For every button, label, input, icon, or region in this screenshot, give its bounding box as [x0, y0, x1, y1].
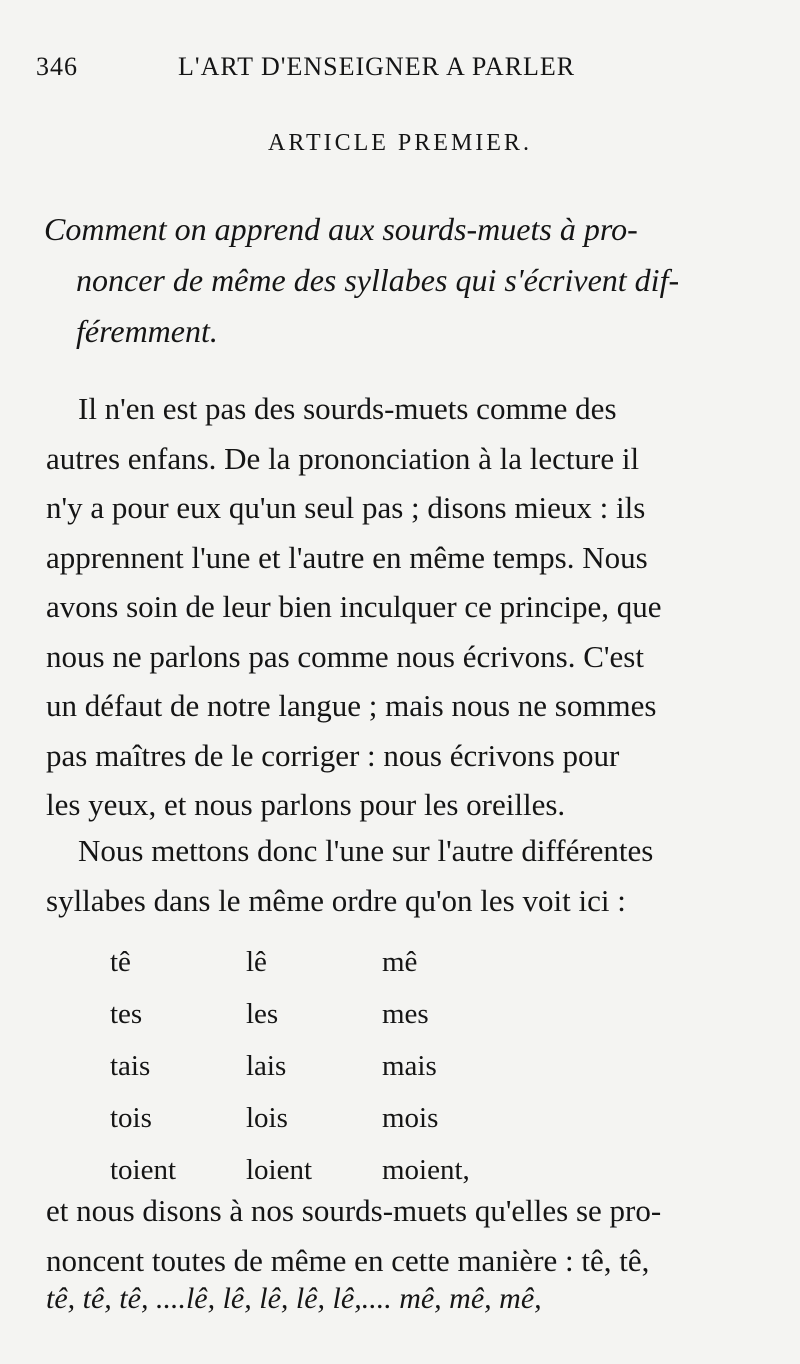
syllable-cell: tais — [110, 1050, 151, 1082]
syllable-cell: lois — [246, 1102, 288, 1134]
paragraph-1 — [46, 384, 761, 830]
syllable-cell: tes — [110, 998, 143, 1030]
syllable-cell: loient — [246, 1154, 313, 1186]
text-line: syllabes dans le même ordre qu'on les voit ici : — [46, 882, 626, 918]
text-line: les yeux, et nous parlons pour les oreilles. — [46, 787, 566, 822]
syllable-cell: mes — [382, 998, 429, 1030]
syllable-cell: moient, — [382, 1154, 470, 1186]
subtitle-line: noncer de même des syllabes qui s'écrivent dif- — [76, 262, 680, 298]
text-line: pas maîtres de le corriger : nous écrivons pour — [46, 737, 620, 773]
syllable-table — [110, 936, 532, 1196]
text-line: Il n'en est pas des sourds-muets comme des — [78, 391, 617, 426]
text-line: Nous mettons donc l'une sur l'autre différentes — [78, 833, 654, 868]
text-line: n'y a pour eux qu'un seul pas ; disons mieux : ils — [46, 490, 646, 525]
syllable-cell: mê — [382, 946, 418, 978]
article-title: ARTICLE PREMIER. — [268, 130, 532, 156]
text-line: et nous disons à nos sourds-muets qu'elles se pro- — [46, 1193, 662, 1228]
syllable-cell: mais — [382, 1050, 437, 1082]
syllable-row — [110, 1092, 532, 1144]
syllable-cell: toient — [110, 1154, 177, 1186]
text-line: avons soin de leur bien inculquer ce principe, que — [46, 589, 662, 624]
syllable-cell: lê — [246, 946, 267, 978]
syllable-cell: lais — [246, 1050, 287, 1082]
syllable-row — [110, 936, 532, 988]
syllable-row — [110, 1040, 532, 1092]
pronunciation-examples: tê, tê, tê, ....lê, lê, lê, lê, lê,.... mê, mê, mê, — [46, 1282, 542, 1315]
text-line: nous ne parlons pas comme nous écrivons. C'est — [46, 638, 644, 674]
text-line: noncent toutes de même en cette manière : tê, tê, — [46, 1242, 650, 1278]
syllable-cell: tois — [110, 1102, 152, 1134]
page-number: 346 — [36, 52, 78, 81]
paragraph-3 — [46, 1186, 761, 1285]
page-header — [36, 52, 626, 92]
syllable-cell: mois — [382, 1102, 439, 1134]
subtitle-line: féremment. — [76, 313, 218, 349]
paragraph-2 — [46, 826, 761, 925]
syllable-cell: les — [246, 998, 279, 1030]
article-subtitle — [44, 204, 764, 357]
subtitle-line: Comment on apprend aux sourds-muets à pro- — [44, 211, 638, 247]
running-title: L'ART D'ENSEIGNER A PARLER — [178, 52, 576, 81]
text-line: apprennent l'une et l'autre en même temps. Nous — [46, 539, 648, 575]
syllable-cell: tê — [110, 946, 131, 978]
text-line: autres enfans. De la prononciation à la lecture il — [46, 440, 640, 476]
syllable-row — [110, 988, 532, 1040]
text-line: un défaut de notre langue ; mais nous ne sommes — [46, 688, 657, 723]
